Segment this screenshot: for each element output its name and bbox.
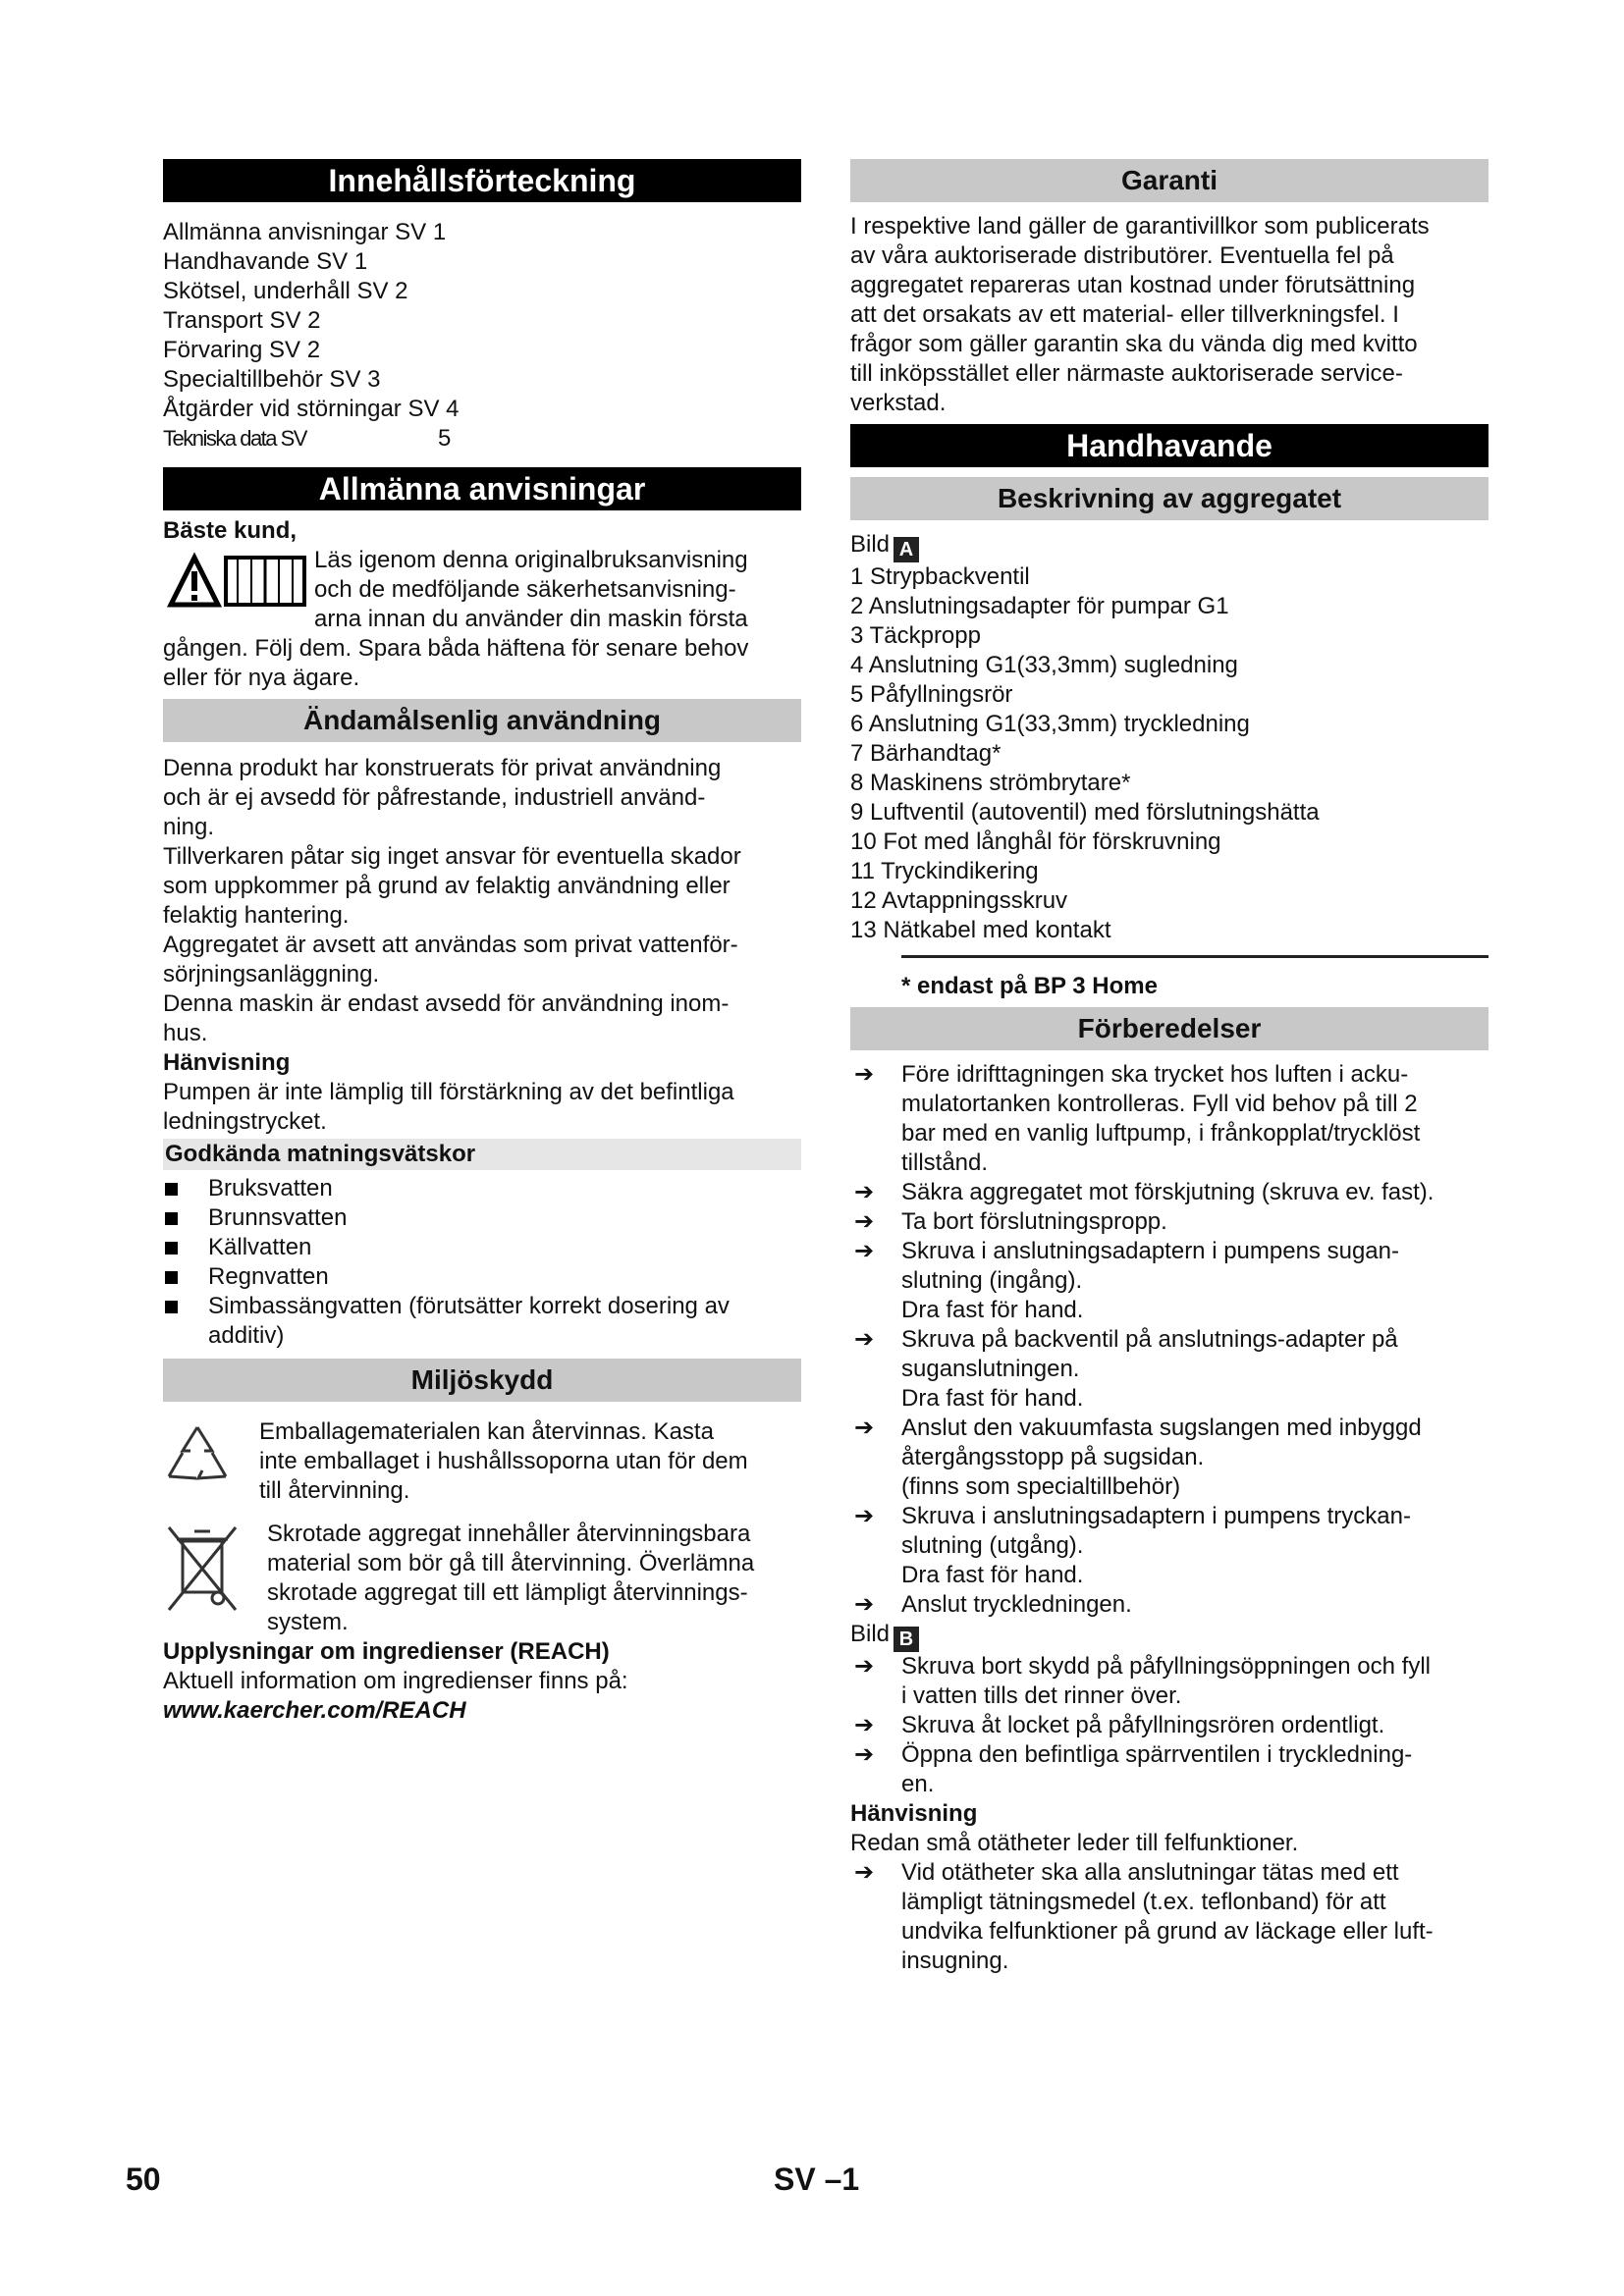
arrow-icon: ➔: [854, 1653, 875, 1680]
step-item: [850, 1740, 1489, 1799]
text-line: sörjningsanläggning.: [163, 961, 380, 988]
arrow-icon: ➔: [854, 1591, 875, 1618]
figure-label: Bild: [850, 531, 891, 558]
step-line: Anslut tryckledningen.: [901, 1591, 1132, 1618]
step-line: Skruva bort skydd på påfyllningsöppningen och fyll: [901, 1653, 1431, 1680]
fluids-list: [163, 1174, 801, 1351]
toc-last-label: Tekniska data SV: [163, 426, 306, 451]
preparation-heading: Förberedelser: [850, 1007, 1489, 1050]
text-line: system.: [267, 1609, 349, 1635]
text-line: och är ej avsedd för påfrestande, industriell använd-: [163, 784, 706, 811]
weee-block: [163, 1520, 801, 1637]
list-item: Källvatten: [163, 1233, 801, 1262]
intro-line: arna innan du använder din maskin första: [314, 606, 748, 632]
text-line: Denna maskin är endast avsedd för användning inom-: [163, 990, 730, 1017]
right-column: [850, 159, 1489, 1976]
recycle-icon: [163, 1421, 232, 1490]
intro-line: Läs igenom denna originalbruksanvisning: [314, 547, 748, 573]
text-line: material som bör gå till återvinning. Överlämna: [267, 1550, 755, 1576]
description-heading: Beskrivning av aggregatet: [850, 477, 1489, 520]
figure-a-label: [850, 530, 1489, 562]
step-line: Före idrifttagningen ska trycket hos luften i acku-: [901, 1061, 1409, 1088]
list-item: Simbassängvatten (förutsätter korrekt dosering av additiv): [163, 1292, 801, 1351]
reach-title: Upplysningar om ingredienser (REACH): [163, 1638, 610, 1665]
toc-item-last[interactable]: [163, 424, 801, 454]
step-line: (finns som specialtillbehör): [901, 1473, 1181, 1500]
step-line: Ta bort förslutningspropp.: [901, 1208, 1167, 1235]
step-item: [850, 1590, 1489, 1620]
step-line: slutning (ingång).: [901, 1267, 1083, 1294]
text-line: till återvinning.: [259, 1477, 410, 1504]
text-line: av våra auktoriserade distributörer. Eventuella fel på: [850, 242, 1394, 269]
fluids-heading: Godkända matningsvätskor: [163, 1139, 801, 1170]
text-line: till inköpsstället eller närmaste auktoriserade service-: [850, 360, 1403, 387]
list-item: 6 Anslutning G1(33,3mm) tryckledning: [850, 711, 1250, 737]
arrow-icon: ➔: [854, 1415, 875, 1441]
text-line: som uppkommer på grund av felaktig användning eller: [163, 873, 731, 899]
list-item: 2 Anslutningsadapter för pumpar G1: [850, 593, 1229, 619]
step-item: [850, 1414, 1489, 1502]
step-line: tillstånd.: [901, 1149, 989, 1176]
step-line: Vid otätheter ska alla anslutningar tätas med ett: [901, 1859, 1399, 1886]
arrow-icon: ➔: [854, 1712, 875, 1738]
section-page: 1: [841, 2162, 860, 2197]
list-item: 11 Tryckindikering: [850, 858, 1039, 884]
toc-item[interactable]: Förvaring SV 2: [163, 337, 321, 363]
step-item: [850, 1237, 1489, 1325]
step-item: [850, 1178, 1489, 1207]
environment-heading: Miljöskydd: [163, 1359, 801, 1402]
step-line: Skruva i anslutningsadaptern i pumpens sugan-: [901, 1238, 1399, 1264]
step-line: insugning.: [901, 1948, 1009, 1974]
recycle-block: [163, 1417, 801, 1508]
text-line: Aggregatet är avsett att användas som privat vattenför-: [163, 932, 738, 958]
step-line: Skruva åt locket på påfyllningsrören ordentligt.: [901, 1712, 1385, 1738]
step-item: [850, 1858, 1489, 1976]
toc-item[interactable]: Skötsel, underhåll SV 2: [163, 278, 408, 304]
text-line: Tillverkaren påtar sig inget ansvar för eventuella skador: [163, 843, 741, 870]
preparation-steps: [850, 1060, 1489, 1620]
list-item: 7 Bärhandtag*: [850, 740, 1001, 767]
list-item: 13 Nätkabel med kontakt: [850, 917, 1111, 943]
arrow-icon: ➔: [854, 1061, 875, 1088]
step-item: [850, 1325, 1489, 1414]
text-line: I respektive land gäller de garantivillkor som publicerats: [850, 213, 1430, 240]
intro-line: och de medföljande säkerhetsanvisning-: [314, 576, 736, 603]
warranty-text: [850, 212, 1489, 418]
toc-item[interactable]: Åtgärder vid störningar SV 4: [163, 396, 460, 422]
divider: [901, 955, 1489, 958]
list-item: Brunnsvatten: [163, 1203, 801, 1233]
step-item: [850, 1652, 1489, 1711]
step-item: [850, 1207, 1489, 1237]
greeting: Bäste kund,: [163, 517, 298, 544]
reach-link[interactable]: www.kaercher.com/REACH: [163, 1697, 466, 1724]
footnote: * endast på BP 3 Home: [901, 973, 1158, 999]
intended-use-text: [163, 754, 801, 1048]
crossed-bin-icon: [165, 1523, 240, 1614]
step-line: suganslutningen.: [901, 1356, 1080, 1382]
list-item: 12 Avtappningsskruv: [850, 887, 1068, 914]
page-number: 50: [126, 2162, 161, 2197]
text-line: skrotade aggregat till ett lämpligt återvinnings-: [267, 1579, 748, 1606]
step-line: Dra fast för hand.: [901, 1562, 1084, 1588]
arrow-icon: ➔: [854, 1179, 875, 1205]
note-title: Hänvisning: [850, 1800, 978, 1827]
toc-item[interactable]: Handhavande SV 1: [163, 248, 368, 275]
intended-use-heading: Ändamålsenlig användning: [163, 699, 801, 742]
text-line: verkstad.: [850, 390, 947, 416]
note-line: ledningstrycket.: [163, 1108, 327, 1135]
step-line: Dra fast för hand.: [901, 1297, 1084, 1323]
section-dash: –: [824, 2162, 842, 2197]
step-line: Öppna den befintliga spärrventilen i tryckledning-: [901, 1741, 1413, 1768]
figure-b-label: [850, 1620, 1489, 1652]
arrow-icon: ➔: [854, 1503, 875, 1529]
section-footer: [774, 2162, 860, 2197]
step-line: mulatortanken kontrolleras. Fyll vid behov på till 2: [901, 1091, 1418, 1117]
step-line: en.: [901, 1771, 935, 1797]
step-line: Säkra aggregatet mot förskjutning (skruva ev. fast).: [901, 1179, 1435, 1205]
text-line: aggregatet repareras utan kostnad under förutsättning: [850, 272, 1416, 298]
step-item: [850, 1502, 1489, 1590]
toc-heading: Innehållsförteckning: [163, 159, 801, 202]
note-line: Pumpen är inte lämplig till förstärkning av det befintliga: [163, 1079, 734, 1105]
figure-label: Bild: [850, 1621, 891, 1647]
step-line: bar med en vanlig luftpump, i frånkopplat/trycklöst: [901, 1120, 1421, 1147]
warranty-heading: Garanti: [850, 159, 1489, 202]
list-item: 9 Luftventil (autoventil) med förslutningshätta: [850, 799, 1320, 826]
general-heading: Allmänna anvisningar: [163, 467, 801, 510]
step-line: Dra fast för hand.: [901, 1385, 1084, 1412]
parts-list: [850, 562, 1489, 945]
list-item: Bruksvatten: [163, 1174, 801, 1203]
list-item: 8 Maskinens strömbrytare*: [850, 770, 1131, 796]
figure-b-badge: B: [893, 1627, 919, 1652]
arrow-icon: ➔: [854, 1859, 875, 1886]
intro-line: gången. Följ dem. Spara båda häftena för senare behov: [163, 635, 749, 662]
intro-block: [163, 546, 801, 693]
step-item: [850, 1060, 1489, 1178]
step-line: Skruva i anslutningsadaptern i pumpens tryckan-: [901, 1503, 1411, 1529]
toc-item[interactable]: Specialtillbehör SV 3: [163, 366, 381, 393]
step-line: slutning (utgång).: [901, 1532, 1084, 1559]
list-item: 3 Täckpropp: [850, 622, 981, 649]
step-line: Anslut den vakuumfasta sugslangen med inbyggd: [901, 1415, 1422, 1441]
note-title: Hänvisning: [163, 1049, 291, 1076]
figure-a-badge: A: [893, 537, 919, 562]
text-line: hus.: [163, 1020, 208, 1046]
text-line: inte emballaget i hushållssoporna utan för dem: [259, 1448, 748, 1474]
step-line: Skruva på backventil på anslutnings-adapter på: [901, 1326, 1398, 1353]
left-column: [163, 159, 801, 1726]
intro-line: eller för nya ägare.: [163, 665, 360, 691]
text-line: ning.: [163, 814, 215, 840]
note-steps: [850, 1858, 1489, 1976]
toc-list: [163, 218, 801, 454]
text-line: att det orsakats av ett material- eller tillverkningsfel. I: [850, 301, 1399, 328]
reach-text: Aktuell information om ingredienser finns på:: [163, 1668, 628, 1694]
text-line: Denna produkt har konstruerats för privat användning: [163, 755, 722, 781]
toc-item[interactable]: Allmänna anvisningar SV 1: [163, 219, 447, 245]
text-line: Emballagematerialen kan återvinnas. Kasta: [259, 1418, 714, 1445]
list-item: 1 Strypbackventil: [850, 563, 1030, 590]
arrow-icon: ➔: [854, 1741, 875, 1768]
list-item: 10 Fot med långhål för förskruvning: [850, 828, 1221, 855]
text-line: Skrotade aggregat innehåller återvinningsbara: [267, 1521, 751, 1547]
arrow-icon: ➔: [854, 1208, 875, 1235]
section-code: SV: [774, 2162, 816, 2197]
note-text: Redan små otätheter leder till felfunktioner.: [850, 1830, 1299, 1856]
warning-manual-icon: [167, 550, 314, 609]
toc-item[interactable]: Transport SV 2: [163, 307, 321, 334]
arrow-icon: ➔: [854, 1326, 875, 1353]
text-line: frågor som gäller garantin ska du vända dig med kvitto: [850, 331, 1418, 357]
preparation-steps-b: [850, 1652, 1489, 1799]
toc-last-page: 5: [438, 425, 452, 452]
operation-heading: Handhavande: [850, 424, 1489, 467]
step-line: lämpligt tätningsmedel (t.ex. teflonband) för att: [901, 1889, 1386, 1915]
list-item: 4 Anslutning G1(33,3mm) sugledning: [850, 652, 1238, 678]
arrow-icon: ➔: [854, 1238, 875, 1264]
step-line: i vatten tills det rinner över.: [901, 1682, 1182, 1709]
step-item: [850, 1711, 1489, 1740]
list-item: Regnvatten: [163, 1262, 801, 1292]
step-line: återgångsstopp på sugsidan.: [901, 1444, 1205, 1470]
step-line: undvika felfunktioner på grund av läckage eller luft-: [901, 1918, 1434, 1945]
text-line: felaktig hantering.: [163, 902, 350, 929]
list-item: 5 Påfyllningsrör: [850, 681, 1013, 708]
